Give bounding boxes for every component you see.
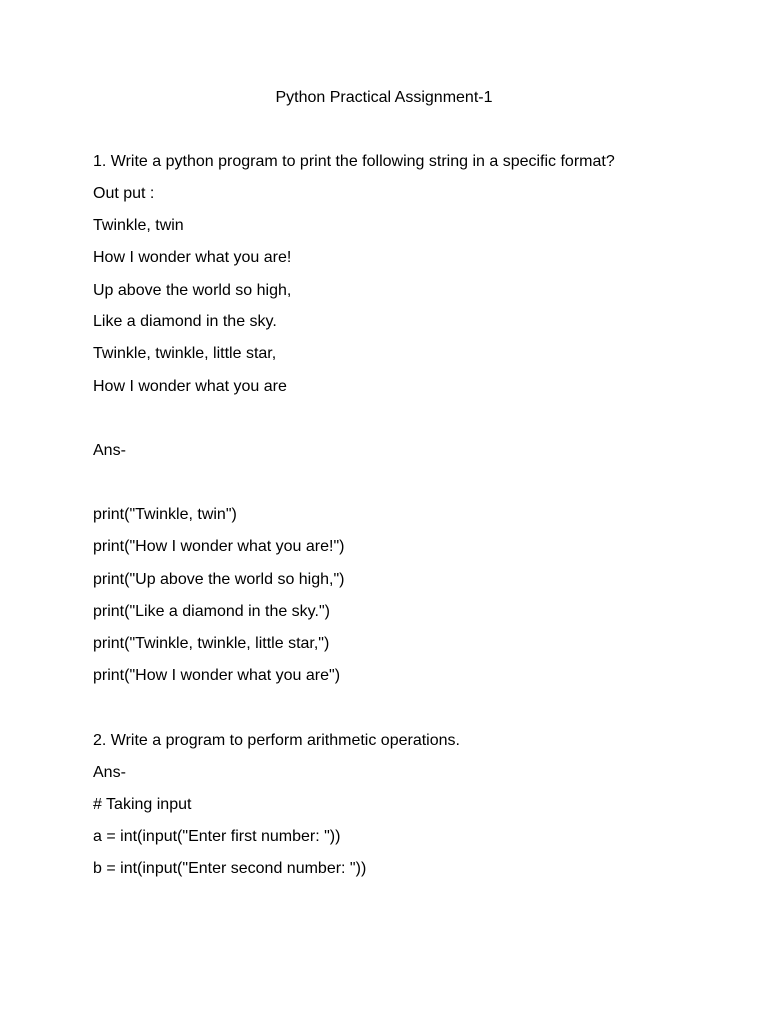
question-2: 2. Write a program to perform arithmetic operations. (93, 732, 460, 749)
output-line: Twinkle, twin (93, 217, 184, 234)
code-line: print("Like a diamond in the sky.") (93, 603, 330, 620)
code-line: print("How I wonder what you are!") (93, 538, 345, 555)
answer-label-2: Ans- (93, 764, 126, 781)
code-line: print("Twinkle, twinkle, little star,") (93, 635, 330, 652)
code-line: print("Twinkle, twin") (93, 506, 237, 523)
output-line: Like a diamond in the sky. (93, 313, 277, 330)
output-label: Out put : (93, 185, 155, 202)
code-line: a = int(input("Enter first number: ")) (93, 828, 341, 845)
code-line: print("How I wonder what you are") (93, 667, 341, 684)
output-line: How I wonder what you are (93, 378, 287, 395)
question-1: 1. Write a python program to print the following string in a specific format? (93, 153, 615, 170)
code-line: b = int(input("Enter second number: ")) (93, 860, 367, 877)
output-line: Twinkle, twinkle, little star, (93, 345, 277, 362)
code-line: print("Up above the world so high,") (93, 571, 345, 588)
code-line: # Taking input (93, 796, 192, 813)
output-line: How I wonder what you are! (93, 249, 292, 266)
document-title: Python Practical Assignment-1 (275, 89, 493, 106)
output-line: Up above the world so high, (93, 282, 292, 299)
answer-label-1: Ans- (93, 442, 126, 459)
